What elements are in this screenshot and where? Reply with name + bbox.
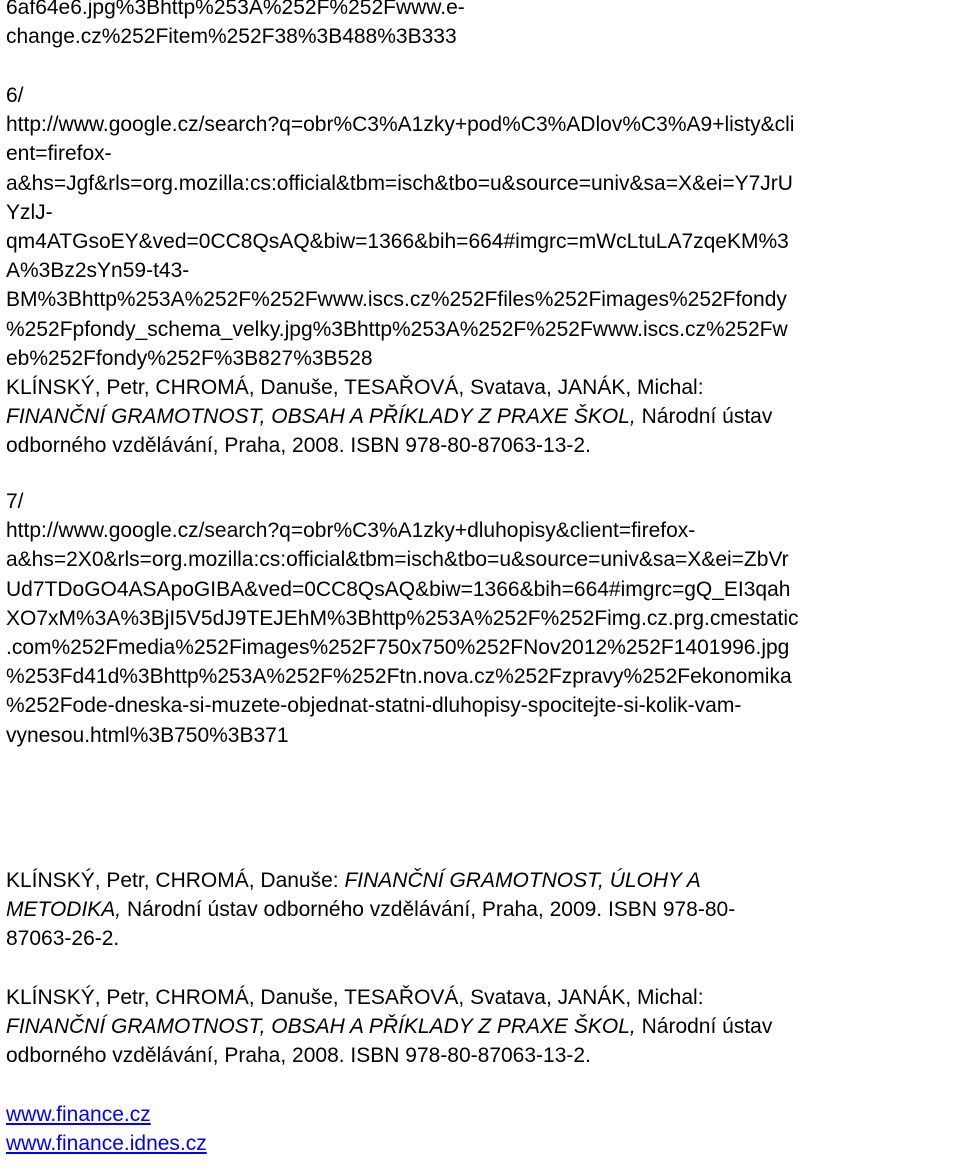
text-line: ent=firefox- — [6, 142, 112, 166]
citation-authors: KLÍNSKÝ, Petr, CHROMÁ, Danuše, TESAŘOVÁ, Svatava, JANÁK, Michal: — [6, 376, 704, 400]
citation-title: FINANČNÍ GRAMOTNOST, OBSAH A PŘÍKLADY Z PRAXE ŠKOL, — [6, 405, 636, 429]
citation-publisher: Národní ústav — [635, 405, 773, 429]
citation-publisher-line: odborného vzdělávání, Praha, 2008. ISBN 978-80-87063-13-2. — [6, 434, 591, 458]
text-line: a&hs=2X0&rls=org.mozilla:cs:official&tbm=isch&tbo=u&source=univ&sa=X&ei=ZbVr — [6, 548, 789, 572]
bibliography-entry-2 — [6, 983, 956, 1071]
text-line: a&hs=Jgf&rls=org.mozilla:cs:official&tbm=isch&tbo=u&source=univ&sa=X&ei=Y7JrU — [6, 171, 793, 195]
web-link-line — [6, 1100, 956, 1129]
web-link-line — [6, 1129, 956, 1158]
entry-publisher: Národní ústav — [635, 1015, 773, 1039]
text-line: YzlJ- — [6, 200, 53, 224]
reference-number: 6/ — [6, 84, 24, 107]
entry-publisher-cont: odborného vzdělávání, Praha, 2008. ISBN 978-80-87063-13-2. — [6, 1044, 591, 1068]
text-line: qm4ATGsoEY&ved=0CC8QsAQ&biw=1366&bih=664#imgrc=mWcLtuLA7zqeKM%3 — [6, 230, 789, 254]
bibliography-entry-1 — [6, 866, 956, 954]
text-line: %252Fode-dneska-si-muzete-objednat-statni-dluhopisy-spocitejte-si-kolik-vam- — [6, 694, 742, 718]
text-line: http://www.google.cz/search?q=obr%C3%A1zky+dluhopisy&client=firefox- — [6, 519, 696, 543]
text-line: vynesou.html%3B750%3B371 — [6, 723, 289, 747]
text-line: %252Fpfondy_schema_velky.jpg%3Bhttp%253A%252F%252Fwww.iscs.cz%252Fw — [6, 317, 788, 341]
entry-title: FINANČNÍ GRAMOTNOST, ÚLOHY A — [344, 869, 701, 892]
text-line: change.cz%252Fitem%252F38%3B488%3B333 — [6, 25, 457, 49]
entry-title: FINANČNÍ GRAMOTNOST, OBSAH A PŘÍKLADY Z PRAXE ŠKOL, — [6, 1015, 636, 1039]
reference-number: 7/ — [6, 490, 24, 513]
url-reference-6 — [6, 81, 956, 461]
link-finance-cz[interactable]: www.finance.cz — [6, 1103, 151, 1126]
entry-publisher-cont: 87063-26-2. — [6, 927, 120, 951]
entry-authors: KLÍNSKÝ, Petr, CHROMÁ, Danuše: — [6, 869, 345, 892]
text-line: .com%252Fmedia%252Fimages%252F750x750%252FNov2012%252F1401996.jpg — [6, 636, 790, 660]
text-line: eb%252Ffondy%252F%3B827%3B528 — [6, 346, 373, 370]
entry-title-cont: METODIKA, — [6, 898, 122, 922]
citation-title-line — [6, 402, 956, 431]
entry-line — [6, 866, 956, 895]
url-reference-5-tail — [6, 0, 956, 51]
entry-publisher: Národní ústav odborného vzdělávání, Praha, 2009. ISBN 978-80- — [121, 898, 736, 922]
text-line: http://www.google.cz/search?q=obr%C3%A1zky+pod%C3%ADlov%C3%A9+listy&cli — [6, 113, 795, 137]
entry-authors: KLÍNSKÝ, Petr, CHROMÁ, Danuše, TESAŘOVÁ, Svatava, JANÁK, Michal: — [6, 986, 704, 1009]
entry-line — [6, 1012, 956, 1041]
text-line: A%3Bz2sYn59-t43- — [6, 259, 190, 283]
link-finance-idnes-cz[interactable]: www.finance.idnes.cz — [6, 1132, 207, 1156]
web-links — [6, 1100, 956, 1158]
text-line: 6af64e6.jpg%3Bhttp%253A%252F%252Fwww.e- — [6, 0, 465, 19]
url-reference-7 — [6, 487, 956, 750]
text-line: Ud7TDoGO4ASApoGIBA&ved=0CC8QsAQ&biw=1366&bih=664#imgrc=gQ_EI3qah — [6, 577, 791, 601]
text-line: %253Fd41d%3Bhttp%253A%252F%252Ftn.nova.cz%252Fzpravy%252Fekonomika — [6, 665, 792, 689]
text-line: BM%3Bhttp%253A%252F%252Fwww.iscs.cz%252Ffiles%252Fimages%252Ffondy — [6, 288, 787, 312]
text-line: XO7xM%3A%3BjI5V5dJ9TEJEhM%3Bhttp%253A%252F%252Fimg.cz.prg.cmestatic — [6, 606, 799, 630]
entry-line — [6, 895, 956, 924]
